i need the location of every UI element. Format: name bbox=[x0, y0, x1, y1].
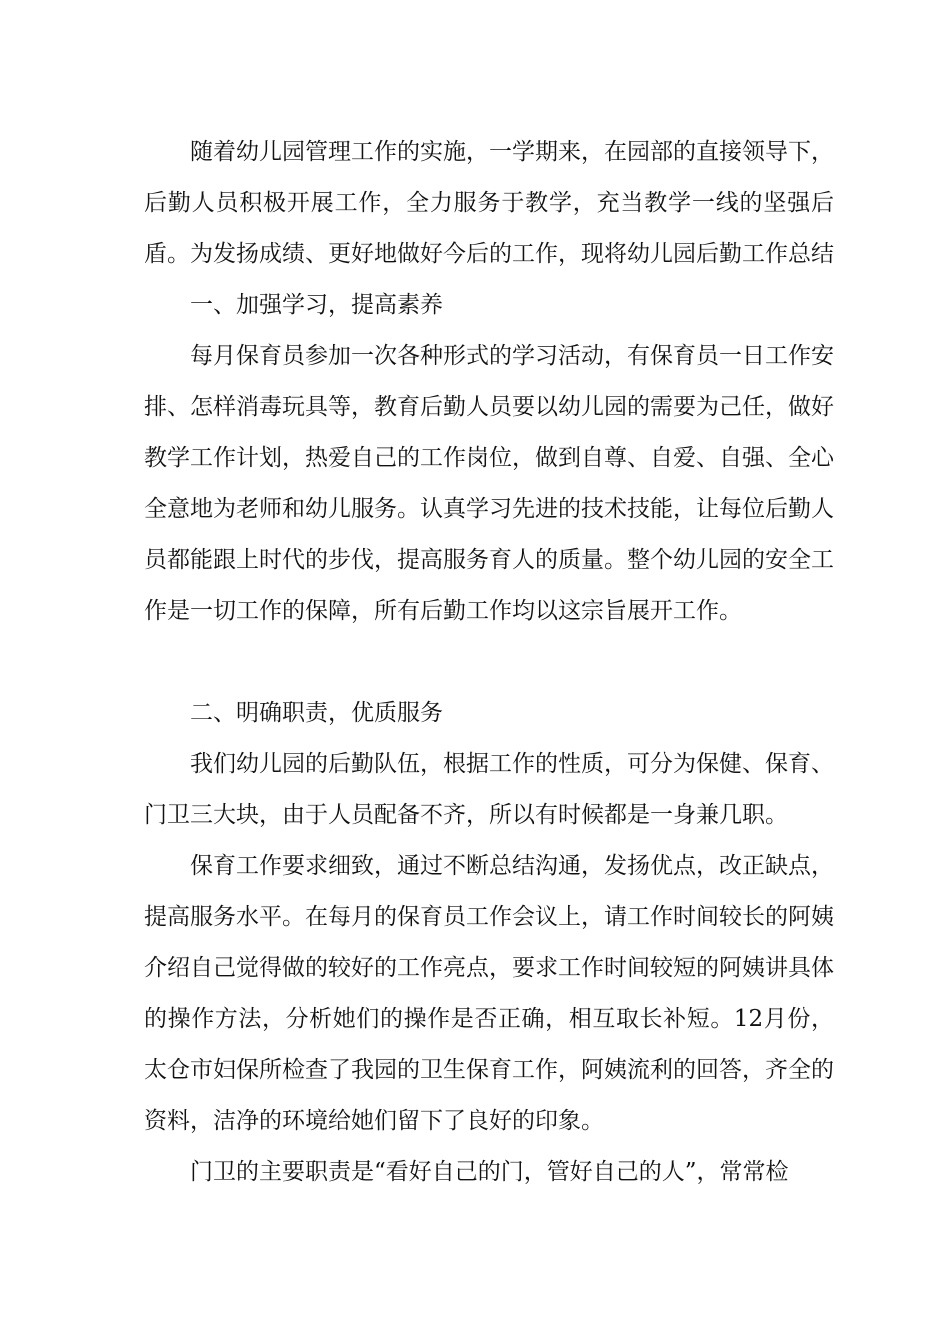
section-2-paragraph-3: 门卫的主要职责是“看好自己的门，管好自己的人”，常常检 bbox=[190, 1159, 789, 1185]
intro-paragraph: 随着幼儿园管理工作的实施，一学期来，在园部的直接领导下，后勤人员积极开展工作，全力服务于教学，充当教学一线的坚强后盾。为发扬成绩、更好地做好今后的工作，现将幼儿园后勤工作总结 bbox=[144, 139, 834, 267]
section-2-heading: 二、明确职责，优质服务 bbox=[190, 700, 443, 726]
document-body bbox=[144, 127, 834, 1198]
section-1-paragraph: 每月保育员参加一次各种形式的学习活动，有保育员一日工作安排、怎样消毒玩具等，教育后勤人员要以幼儿园的需要为己任，做好教学工作计划，热爱自己的工作岗位，做到自尊、自爱、自强、全心全意地为老师和幼儿服务。认真学习先进的技术技能，让每位后勤人员都能跟上时代的步伐，提高服务育人的质量。整个幼儿园的安全工作是一切工作的保障，所有后勤工作均以这宗旨展开工作。 bbox=[144, 343, 834, 624]
section-2-paragraph-2: 保育工作要求细致，通过不断总结沟通，发扬优点，改正缺点，提高服务水平。在每月的保育员工作会议上，请工作时间较长的阿姨介绍自己觉得做的较好的工作亮点，要求工作时间较短的阿姨讲具体的操作方法，分析她们的操作是否正确，相互取长补短。12月份，太仓市妇保所检查了我园的卫生保育工作，阿姨流利的回答，齐全的资料，洁净的环境给她们留下了良好的印象。 bbox=[144, 853, 834, 1134]
section-1-heading: 一、加强学习，提高素养 bbox=[190, 292, 443, 318]
section-2-paragraph-1: 我们幼儿园的后勤队伍，根据工作的性质，可分为保健、保育、门卫三大块，由于人员配备不齐，所以有时候都是一身兼几职。 bbox=[144, 751, 834, 828]
blank-line bbox=[144, 637, 834, 688]
